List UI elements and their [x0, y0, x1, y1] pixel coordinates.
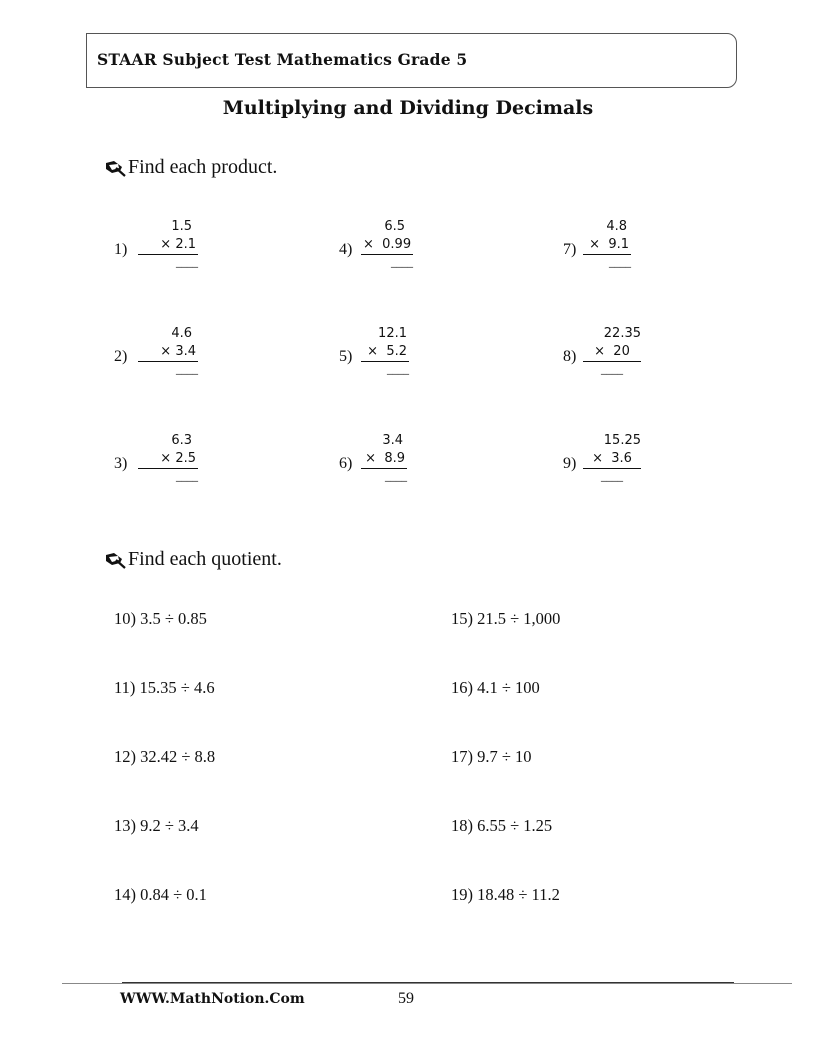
answer-blank: ____: [385, 469, 407, 482]
multiplicand: 4.6: [171, 326, 192, 341]
multiplicand: 3.4: [382, 433, 403, 448]
footer-divider-inner: [122, 982, 734, 983]
problem-number: 6): [339, 455, 353, 472]
quotient-problem: 13) 9.2 ÷ 3.4: [114, 816, 199, 835]
multiplicand: 15.25: [603, 433, 641, 448]
multiplication-stack: [138, 218, 198, 269]
problem-number: 8): [563, 348, 577, 365]
writing-hand-icon: [104, 159, 126, 177]
multiplication-stack: [361, 432, 407, 483]
footer-site: WWW.MathNotion.Com: [120, 991, 305, 1007]
problem-number: 2): [114, 348, 128, 365]
multiplier: × 3.6: [583, 450, 641, 469]
multiplicand: 6.3: [171, 433, 192, 448]
quotient-instruction: [104, 548, 282, 571]
multiplicand: 1.5: [171, 219, 192, 234]
problem-number: 1): [114, 241, 128, 258]
header-box: [86, 33, 737, 88]
multiplicand: 6.5: [384, 219, 405, 234]
product-instruction-text: Find each product.: [128, 156, 278, 178]
page-number: 59: [398, 990, 414, 1007]
quotient-problem: 14) 0.84 ÷ 0.1: [114, 885, 207, 904]
answer-blank: ____: [387, 362, 409, 375]
multiplication-stack: [583, 325, 641, 376]
answer-blank: ____: [601, 362, 623, 375]
quotient-problem: 19) 18.48 ÷ 11.2: [451, 885, 560, 904]
multiplier: × 2.1: [138, 236, 198, 255]
multiplication-stack: [138, 432, 198, 483]
writing-hand-icon: [104, 551, 126, 569]
answer-blank: ____: [176, 362, 198, 375]
problem-number: 4): [339, 241, 353, 258]
footer-divider: [62, 983, 792, 984]
answer-blank: ____: [176, 469, 198, 482]
problem-number: 3): [114, 455, 128, 472]
multiplier: × 3.4: [138, 343, 198, 362]
quotient-problem: 18) 6.55 ÷ 1.25: [451, 816, 553, 835]
quotient-problem: 10) 3.5 ÷ 0.85: [114, 609, 207, 628]
quotient-problem: 15) 21.5 ÷ 1,000: [451, 609, 561, 628]
multiplier: × 9.1: [583, 236, 631, 255]
multiplicand: 4.8: [606, 219, 627, 234]
quotient-problem: 17) 9.7 ÷ 10: [451, 747, 532, 766]
multiplier: × 2.5: [138, 450, 198, 469]
multiplicand: 12.1: [378, 326, 407, 341]
page-title: Multiplying and Dividing Decimals: [222, 97, 594, 119]
multiplication-stack: [361, 325, 409, 376]
multiplier: × 5.2: [361, 343, 409, 362]
quotient-problem: 11) 15.35 ÷ 4.6: [114, 678, 215, 697]
multiplication-stack: [138, 325, 198, 376]
product-instruction: [104, 156, 277, 179]
problem-number: 7): [563, 241, 577, 258]
quotient-problem: 16) 4.1 ÷ 100: [451, 678, 540, 697]
answer-blank: ____: [391, 255, 413, 268]
answer-blank: ____: [601, 469, 623, 482]
multiplicand: 22.35: [603, 326, 641, 341]
multiplier: × 0.99: [361, 236, 413, 255]
answer-blank: ____: [609, 255, 631, 268]
multiplication-stack: [361, 218, 413, 269]
multiplier: × 20: [583, 343, 641, 362]
quotient-instruction-text: Find each quotient.: [128, 548, 282, 570]
answer-blank: ____: [176, 255, 198, 268]
problem-number: 9): [563, 455, 577, 472]
multiplication-stack: [583, 432, 641, 483]
multiplication-stack: [583, 218, 631, 269]
header-title: STAAR Subject Test Mathematics Grade 5: [97, 50, 468, 69]
multiplier: × 8.9: [361, 450, 407, 469]
problem-number: 5): [339, 348, 353, 365]
quotient-problem: 12) 32.42 ÷ 8.8: [114, 747, 216, 766]
